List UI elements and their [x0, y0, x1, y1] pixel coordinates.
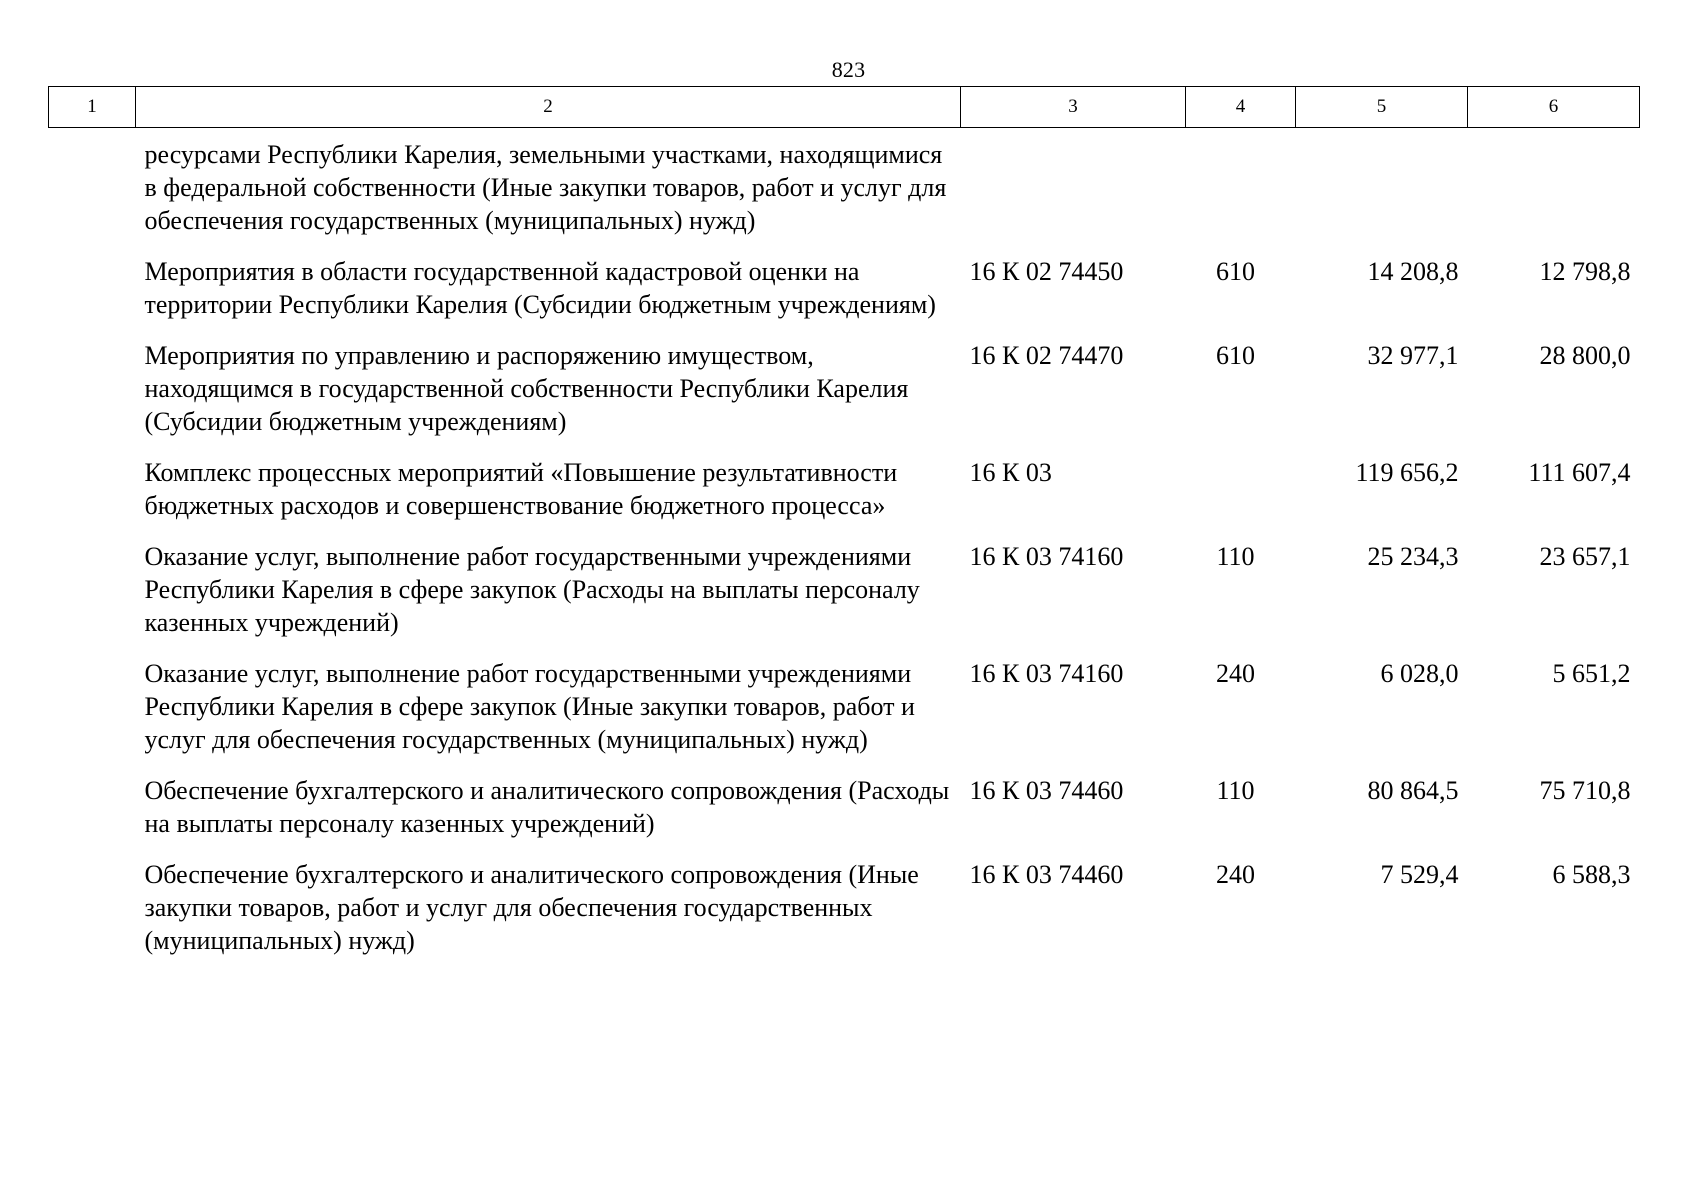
value-6-cell: 111 607,4: [1528, 458, 1631, 487]
name-cell: Мероприятия по управлению и распоряжению имуществом, находящимся в государственной собственности Республики Карелия (Субсидии бюджетным учреждениям): [144, 341, 909, 436]
header-col-1: 1: [49, 87, 136, 128]
value-5-cell: 80 864,5: [1367, 776, 1459, 805]
code-cell: 16 К 02 74470: [969, 341, 1124, 370]
table-body: [49, 128, 1640, 967]
name-cell: Мероприятия в области государственной кадастровой оценки на территории Республики Карелия (Субсидии бюджетным учреждениям): [144, 257, 936, 319]
expense-type-cell: 610: [1216, 341, 1255, 370]
number-cell: [49, 330, 136, 447]
table-row: [49, 765, 1640, 849]
value-6-cell: 28 800,0: [1539, 341, 1631, 370]
code-cell: 16 К 03 74460: [969, 776, 1124, 805]
number-cell: [49, 849, 136, 966]
header-col-3: 3: [961, 87, 1186, 128]
value-5-cell: 6 028,0: [1380, 659, 1459, 688]
header-col-4: 4: [1186, 87, 1296, 128]
code-cell: 16 К 03: [969, 458, 1052, 487]
number-cell: [49, 447, 136, 531]
value-5-cell: 14 208,8: [1367, 257, 1459, 286]
value-5-cell: [1296, 128, 1468, 247]
name-cell: Обеспечение бухгалтерского и аналитического сопровождения (Иные закупки товаров, работ и услуг для обеспечения государственных (муниципальных) нужд): [144, 860, 919, 955]
expense-type-cell: 610: [1216, 257, 1255, 286]
expense-type-cell: 240: [1216, 659, 1255, 688]
number-cell: [49, 128, 136, 247]
header-col-6: 6: [1468, 87, 1640, 128]
value-6-cell: 5 651,2: [1552, 659, 1631, 688]
expense-type-cell: 110: [1216, 542, 1255, 571]
expense-type-cell: 110: [1216, 776, 1255, 805]
name-cell: ресурсами Республики Карелия, земельными участками, находящимися в федеральной собственности (Иные закупки товаров, работ и услуг для обеспечения государственных (муниципальных) нужд): [144, 140, 947, 235]
value-6-cell: 75 710,8: [1539, 776, 1631, 805]
table-row: [49, 648, 1640, 765]
table-row: [49, 531, 1640, 648]
table-row: [49, 447, 1640, 531]
budget-table: [48, 86, 1640, 966]
value-5-cell: 25 234,3: [1367, 542, 1459, 571]
value-5-cell: 119 656,2: [1355, 458, 1459, 487]
header-col-5: 5: [1296, 87, 1468, 128]
page-number: 823: [831, 57, 866, 82]
number-cell: [49, 648, 136, 765]
name-cell: Комплекс процессных мероприятий «Повышение результативности бюджетных расходов и совершенствование бюджетного процесса»: [144, 458, 898, 520]
name-cell: Обеспечение бухгалтерского и аналитического сопровождения (Расходы на выплаты персоналу казенных учреждений): [144, 776, 950, 838]
value-5-cell: 7 529,4: [1380, 860, 1459, 889]
expense-type-cell: 240: [1216, 860, 1255, 889]
code-cell: 16 К 03 74460: [969, 860, 1124, 889]
table-row: [49, 330, 1640, 447]
value-6-cell: [1468, 128, 1640, 247]
expense-type-cell: [1186, 128, 1296, 247]
value-6-cell: 12 798,8: [1539, 257, 1631, 286]
code-cell: 16 К 03 74160: [969, 542, 1124, 571]
code-cell: [961, 128, 1186, 247]
expense-type-cell: [1186, 447, 1296, 531]
value-5-cell: 32 977,1: [1367, 341, 1459, 370]
value-6-cell: 6 588,3: [1552, 860, 1631, 889]
table-row: [49, 128, 1640, 247]
number-cell: [49, 246, 136, 330]
code-cell: 16 К 02 74450: [969, 257, 1124, 286]
code-cell: 16 К 03 74160: [969, 659, 1124, 688]
table-row: [49, 246, 1640, 330]
table-row: [49, 849, 1640, 966]
name-cell: Оказание услуг, выполнение работ государственными учреждениями Республики Карелия в сфере закупок (Расходы на выплаты персоналу казенных учреждений): [144, 542, 920, 637]
name-cell: Оказание услуг, выполнение работ государственными учреждениями Республики Карелия в сфере закупок (Иные закупки товаров, работ и услуг для обеспечения государственных (муниципальных) нужд): [144, 659, 915, 754]
number-cell: [49, 531, 136, 648]
number-cell: [49, 765, 136, 849]
header-row: [49, 87, 1640, 128]
header-col-2: 2: [136, 87, 961, 128]
value-6-cell: 23 657,1: [1539, 542, 1631, 571]
table-header: [49, 87, 1640, 128]
